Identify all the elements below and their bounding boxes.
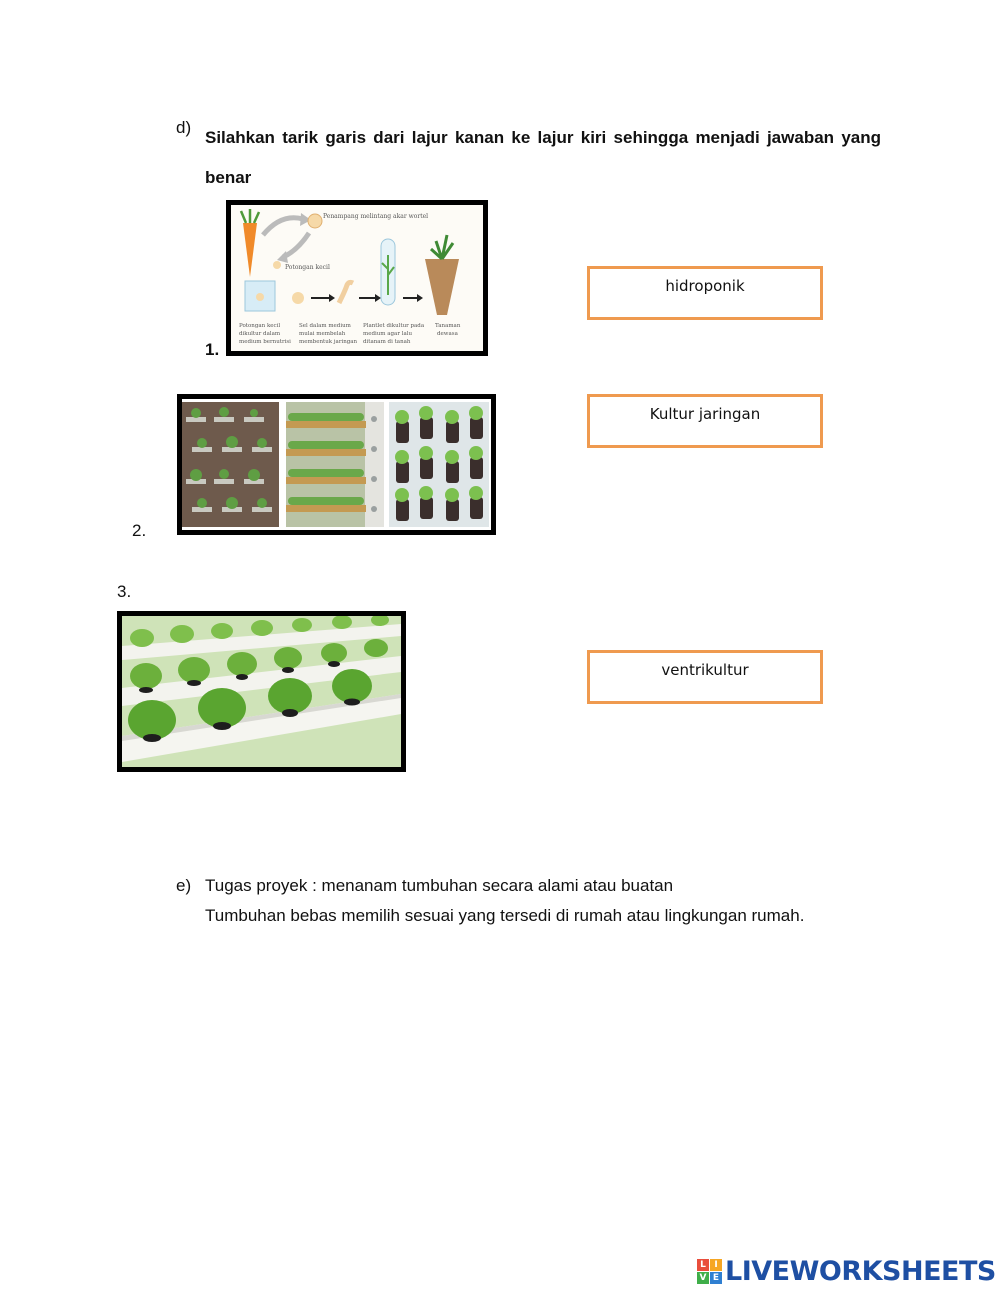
item-3-number: 3.: [117, 582, 132, 601]
item-1-number: 1.: [205, 340, 220, 359]
answer-box-kultur-jaringan[interactable]: Kultur jaringan: [587, 394, 823, 448]
question-e-line2: Tumbuhan bebas memilih sesuai yang tersedi di rumah atau lingkungan rumah.: [205, 906, 805, 925]
vertical-garden-photos: [177, 394, 496, 535]
answer-box-hidroponik[interactable]: hidroponik: [587, 266, 823, 320]
label-step-3: Plantlet dikultur pada medium agar lalu ditanam di tanah: [363, 323, 425, 345]
answer-box-ventrikultur[interactable]: ventrikultur: [587, 650, 823, 704]
vertical-garden-photo-2: [286, 402, 384, 527]
label-potongan: Potongan kecil: [285, 264, 330, 271]
tissue-culture-illustration: [231, 205, 483, 351]
question-d-marker: d): [176, 118, 192, 137]
hydroponic-lettuce-photo: [117, 611, 406, 772]
vertical-garden-photo-3: [389, 402, 489, 527]
tissue-culture-diagram: [226, 200, 488, 356]
label-step-2: Sel dalam medium mulai membelah membentuk jaringan: [299, 323, 358, 345]
vertical-garden-photo-1: [182, 402, 279, 527]
logo-text: LIVEWORKSHEETS: [725, 1255, 996, 1287]
label-penampang-1: Penampang melintang akar wortel: [323, 213, 429, 220]
question-d-text: Silahkan tarik garis dari lajur kanan ke lajur kiri sehingga menjadi jawaban yang benar: [205, 128, 881, 187]
question-e-line1: Tugas proyek : menanam tumbuhan secara alami atau buatan: [205, 876, 674, 895]
label-step-4: Tanaman dewasa: [435, 323, 461, 337]
liveworksheets-logo: [697, 1256, 996, 1286]
item-2-number: 2.: [132, 521, 147, 540]
label-step-1: Potongan kecil dikultur dalam medium bernutrisi: [239, 323, 291, 345]
logo-squares-icon: L I V E: [697, 1259, 722, 1284]
question-e-marker: e): [176, 876, 192, 895]
